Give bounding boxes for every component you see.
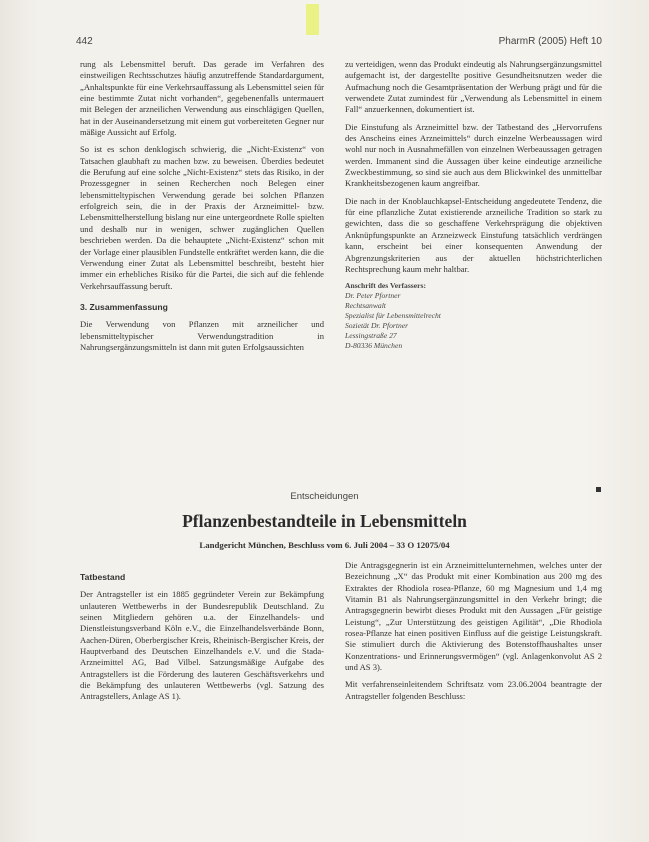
author-line: Spezialist für Lebensmittelrecht [345,311,441,321]
author-heading: Anschrift des Verfassers: [345,281,426,291]
author-line: D-80336 München [345,341,403,351]
page-header [76,36,602,50]
paragraph: rung als Lebensmittel beruft. Das gerade im Verfahren des einstweiligen Rechtsschutzes häufig anzutreffende Standardargument, „Anhaltspunkte für eine Verkehrsauffassung als Lebensmittel seien für eine bestimmte Zutat nicht vorhanden“, gegebenenfalls untermauert mit Belegen der arzneilichen Verwendung aus einschlägigen Quellen, hat in der Auseinandersetzung mit einem gut vorbereiteten Gegner nur mäßige Aussicht auf Erfolg. [80,59,324,138]
right-column-decision [345,560,602,708]
author-line: Lessingstraße 27 [345,331,397,341]
paragraph: zu verteidigen, wenn das Produkt eindeutig als Nahrungsergänzungsmittel aufgemacht ist, der dargestellte positive Gesundheitsnutzen weder die Aufmachung noch die Gesamtpräsentation der Werbung prägt und für die verwendete Zutat zumindest für „Verwendung als Lebensmittel in einem Fall“ anzuerkennen, dokumentiert ist. [345,59,602,115]
author-address [345,281,602,351]
author-line: Dr. Peter Pfortner [345,291,401,301]
left-column [80,59,324,359]
sticky-note [306,4,319,35]
decision-title: Pflanzenbestandteile in Lebensmitteln [182,511,467,531]
paragraph: Die Einstufung als Arzneimittel bzw. der Tatbestand des „Hervorrufens des Anscheins eines Arzneimittels“ durch einzelne Werbeaussagen wird wohl nur noch in Ausnahmefällen von einzelnen Werbeaussagen getragen werden. Immanent sind die Aussagen über keine eindeutige arzneiliche Zweckbestimmung, so sind sie auch aus dem Blickwinkel des unmittelbar Krankheitsbezogenen kaum angreifbar. [345,121,602,189]
right-column [345,59,602,351]
journal-reference: PharmR (2005) Heft 10 [498,36,602,47]
section-heading: 3. Zusammenfassung [80,301,168,312]
author-line: Sozietät Dr. Pfortner [345,321,409,331]
paragraph: Die Antragsgegnerin ist ein Arzneimittelunternehmen, welches unter der Bezeichnung „X“ das Produkt mit einer Kombination aus 200 mg des Extraktes der Rhodiola rosea-Pflanze, 60 mg Magnesium und 1,4 mg Vitamin B1 als Nahrungsergänzungsmittel in den Verkehr bringt; die Antragsgegnerin bewirbt dieses Produkt mit den Aussagen „Für geistige Leistung“, „Zur Unterstützung des geistigen Agilität“, „Die Rhodiola rosea-Pflanze hat einen positiven Einfluss auf die geistige Leistungskraft. Sie stimuliert durch die Aktivierung des Botenstoffhaushaltes unser Konzentrations- und Erinnerungsvermögen“ (vgl. Anlagenkonvolut AS 2 und AS 3). [345,560,602,673]
paragraph: Mit verfahrenseinleitendem Schriftsatz vom 23.06.2004 beantragte der Antragsteller folgenden Beschluss: [345,679,602,701]
page-number: 442 [76,36,93,47]
paragraph: Der Antragsteller ist ein 1885 gegründeter Verein zur Bekämpfung unlauteren Wettbewerbs in der Bundesrepublik Deutschland. Zu seinen Mitgliedern gehören u.a. der Einzelhandels- und Dienstleistungsverband Köln e.V., die Einzelhandelsverbände Bonn, Aachen-Düren, Oberbergischer Kreis, Rheinisch-Bergischer Kreis, der Hauptverband des Deutschen Einzelhandels e.V. und die Stada-Arzneimittel AG, Bad Vilbel. Satzungsmäßige Aufgabe des Antragstellers ist die Förderung des lauteren Geschäftsverkehrs und die Bekämpfung des unlauteren Wettbewerbs (vgl. Satzung des Antragstellers, Anlage AS 1). [80,589,324,702]
paragraph: Die Verwendung von Pflanzen mit arzneilicher und lebensmitteltypischer Verwendungstradition in Nahrungsergänzungsmitteln ist dann mit guten Erfolgsaussichten [80,319,324,352]
section-heading: Tatbestand [80,572,126,582]
paragraph: Die nach in der Knoblauchkapsel-Entscheidung angedeutete Tendenz, die für eine pflanzliche Zutat existierende arzneiliche Tradition so stark zu gewichten, dass die so geschaffene Verkehrsprägung die objektiven Anknüpfungspunkte an Arzneizweck Einstufung tatsächlich verdrängen kann, erscheint bei einer konsequenten Anwendung der Abgrenzungskriterien aus der aktuellen höchstrichterlichen Rechtsprechung kaum mehr haltbar. [345,195,602,274]
author-line: Rechtsanwalt [345,301,386,311]
decision-subtitle: Landgericht München, Beschluss vom 6. Juli 2004 – 33 O 12075/04 [199,540,450,550]
left-column-decision [80,572,324,709]
paragraph: So ist es schon denklogisch schwierig, die „Nicht-Existenz“ von Tatsachen glaubhaft zu machen bzw. zu beweisen. Überdies bedeutet die Berufung auf eine solche „Nicht-Existenz“ stets das Risiko, in der Prozessgegner in seinen Recherchen noch Belegen einer lebensmitteltypischen Verwendung gerade bei solchen Pflanzen erfolgreich sein, die in der Praxis der Arzneimittel- bzw. Lebensmittelherstellung bislang nur eine untergeordnete Rolle spielten und deshalb nur in wenigen, schwer zugänglichen Quellen beschrieben werden. Da die behauptete „Nicht-Existenz“ schon mit der Vorlage einer plausiblen Fundstelle entkräftet werden kann, die die Verwendung einer Zutat als Lebensmittel beschreibt, besteht hier immer ein erhebliches Risiko für die Partei, die sich auf die fehlende Verkehrsauffassung beruft. [80,144,324,291]
section-category: Entscheidungen [290,491,359,502]
